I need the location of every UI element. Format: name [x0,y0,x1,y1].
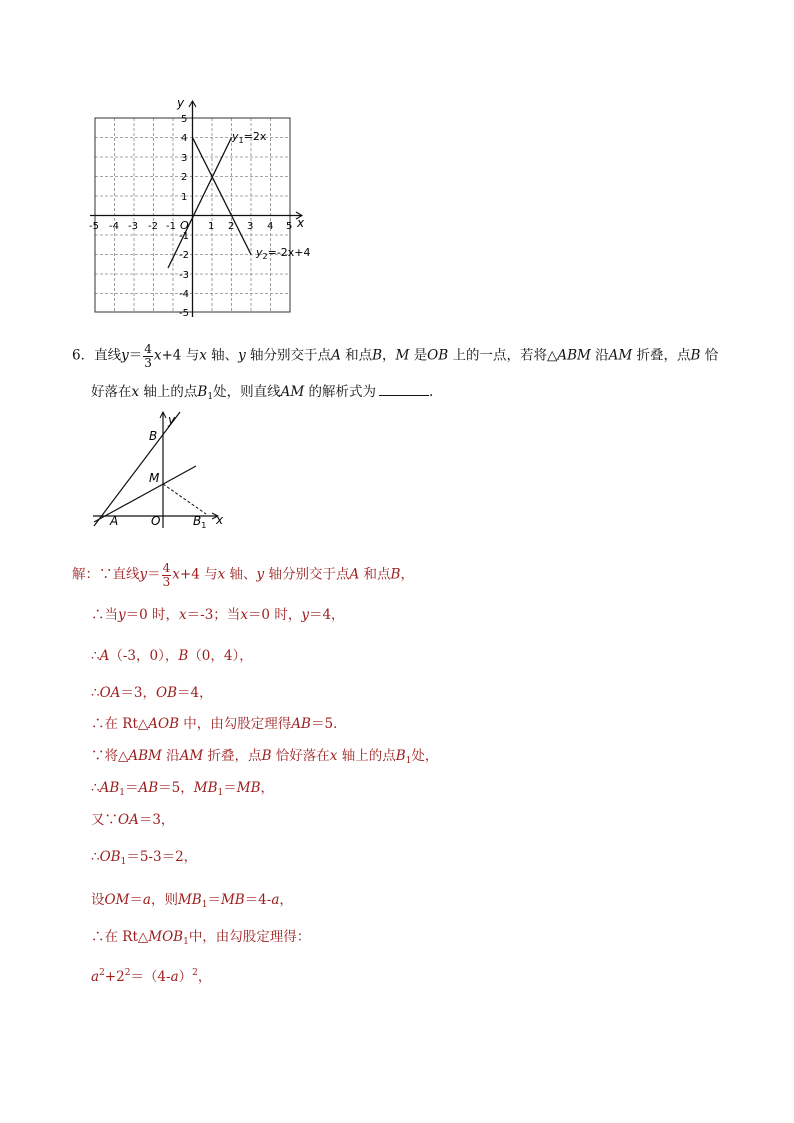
text: ∴ [91,780,100,796]
var: y [139,566,148,583]
x-tick: -2 [148,221,158,232]
text: +4 与 [179,566,218,583]
var: MB [193,780,218,796]
solution-line-6 [91,750,438,766]
text: ， [400,566,414,583]
subscript: 1 [120,857,127,867]
var: A [99,648,110,664]
text: ＝5， [158,780,194,796]
text: ∴ [91,648,100,664]
text: 设 [91,892,105,908]
text: ＝3， [120,685,157,701]
text: ＝-3；当 [186,607,241,623]
superscript: 2 [124,968,131,978]
text: △ [546,347,558,364]
text: +2 [104,969,125,985]
line-y2-label: $y_2=-2x+4$ [256,246,311,261]
text: ＝0 时， [247,607,302,623]
var: x [329,748,338,764]
var: B [395,748,406,764]
var: B [261,748,272,764]
text: 好落在 [91,384,132,400]
text: ， [382,347,396,364]
text: ＝ [223,780,237,796]
y-tick: 5 [181,114,188,125]
text: ） [178,969,193,985]
text: ＝4， [177,685,213,701]
text: ∴当 [91,607,118,623]
y-tick: -4 [179,289,189,300]
var: x [217,566,226,583]
var: a [170,969,179,985]
denominator: 3 [162,574,171,589]
subscript: 1 [183,937,189,947]
x-tick: 4 [267,221,274,232]
var: OB [156,685,178,701]
y-tick: 2 [181,172,188,183]
text: ＝0 时， [125,607,180,623]
text: ∵直线 [99,566,140,583]
var: M [395,347,410,364]
solution-line-4 [91,687,213,701]
text: ＝ [147,566,161,583]
text: ＝ [129,892,143,908]
var: x [199,347,207,364]
x-tick: -1 [166,221,176,232]
text: 恰好落在 [271,748,330,764]
text: 中，由勾股定理得 [179,716,292,732]
y-tick: -3 [179,270,189,281]
text: 和点 [340,347,373,364]
problem-line-1 [72,343,718,369]
x-tick: 1 [208,221,215,232]
var: MOB [148,929,184,945]
var: MB [177,892,202,908]
x-tick: 3 [247,221,254,232]
text: ＝ [128,347,143,364]
var: AB [99,780,120,796]
text: 沿 [161,748,180,764]
var: y [121,347,129,364]
origin-label: O [180,219,189,232]
text: （-3，0）， [109,648,179,664]
x-tick: -4 [109,221,119,232]
fraction [162,562,172,588]
subscript: 1 [201,900,208,910]
text: 上的一点，若将 [448,347,547,364]
text: 是 [409,347,428,364]
x-tick: -3 [128,221,138,232]
subscript: 1 [207,392,214,402]
solution-line-12 [91,969,211,985]
y-axis-label: y [177,96,185,110]
var: x [179,607,187,623]
text: ∴ [91,685,100,701]
subscript: 1 [217,788,224,798]
text: 轴、 [225,566,257,583]
text: ∴在 Rt△ [91,929,149,945]
var: x [153,347,162,364]
solution-line-8 [91,814,174,828]
var: AM [608,347,633,364]
superscript: 2 [192,968,198,978]
var: y [301,607,309,623]
text: ∴在 Rt△ [91,716,149,732]
text: 轴上的点 [337,748,396,764]
y-tick: 4 [181,133,188,144]
text: ＝ [125,780,139,796]
var: ABM [128,748,162,764]
label-O: O [151,514,161,528]
var: AOB [148,716,180,732]
text: 处，则直线 [213,384,281,400]
text: +4 与 [161,347,200,364]
y-tick: -1 [179,231,189,242]
text: 和点 [359,566,391,583]
dashed-MB1 [163,484,206,514]
superscript: 2 [99,968,105,978]
solution-line-10 [91,894,293,910]
text: 轴、 [206,347,239,364]
text: 中，由勾股定理得： [188,929,311,945]
fraction [143,343,153,369]
text: 恰 [700,347,719,364]
var: B [372,347,383,364]
label-y: y [168,413,176,427]
numerator: 4 [162,561,171,575]
var: ABM [557,347,591,364]
var: B [197,384,208,400]
var: OB [99,849,121,865]
solution-line-2 [91,609,345,623]
var: y [118,607,126,623]
x-tick: 5 [286,221,293,232]
var: MB [236,780,261,796]
var: B [178,648,189,664]
var: AB [291,716,311,732]
solution-line-9 [91,851,197,867]
text: ＝5． [310,716,347,732]
text: ∵将△ [91,748,129,764]
var: x [131,384,140,400]
text: 又∵ [91,812,118,828]
var: B [690,347,701,364]
var: x [240,607,248,623]
var: AB [138,780,159,796]
text: 轴上的点 [139,384,198,400]
var: x [172,566,180,583]
text: 直线 [94,347,122,364]
solution-line-11 [91,931,310,947]
text: 解： [72,566,99,583]
text: . [428,384,434,400]
text: ＝3， [138,812,175,828]
solution-line-1 [72,562,414,588]
var: OA [118,812,139,828]
numerator: 4 [144,342,152,356]
line-y1-label: $y_1=2x$ [232,130,267,145]
solution-line-5 [91,718,347,732]
text: 轴分别交于点 [264,566,350,583]
solution-line-7 [91,782,274,798]
var: y [256,566,265,583]
denominator: 3 [144,355,152,370]
subscript: 1 [405,756,412,766]
coordinate-graph [80,95,340,320]
text: ， [260,780,274,796]
text: ＝4， [308,607,345,623]
var: A [331,347,341,364]
x-tick: 2 [228,221,235,232]
var: OM [104,892,130,908]
var: B [390,566,401,583]
text: ＝4- [244,892,272,908]
label-A: A [110,514,119,528]
label-B: B [149,429,158,443]
line-AB [94,412,180,526]
subscript: 1 [119,788,125,798]
x-axis-label: x [297,216,305,230]
x-tick: -5 [89,221,99,232]
text: （0，4）， [188,648,253,664]
text: 沿 [590,347,609,364]
text: 的解析式为 [304,384,376,400]
text: ＝（4- [130,969,171,985]
var: a [271,892,280,908]
problem-line-2 [91,383,433,402]
var: a [142,892,151,908]
var: a [91,969,100,985]
var: AM [280,384,305,400]
var: A [349,566,360,583]
var: OA [99,685,121,701]
solution-line-3 [91,650,253,664]
text: ， [197,969,212,985]
text: 处， [411,748,439,764]
text: ＝5-3＝2， [126,849,198,865]
var: y [238,347,246,364]
text: 折叠，点 [632,347,691,364]
text: ＝ [207,892,221,908]
var: MB [220,892,245,908]
label-x: x [216,513,224,527]
label-M: M [149,471,160,485]
label-B1: $B_1$ [193,514,207,530]
y-tick: 1 [181,192,188,203]
y-tick: -5 [179,308,189,319]
answer-blank [379,383,429,396]
text: 折叠，点 [203,748,262,764]
text: ，则 [150,892,178,908]
var: OB [427,347,449,364]
y-tick: -2 [179,250,189,261]
problem-number: 6． [72,347,95,364]
fold-figure [88,408,238,533]
var: AM [179,748,204,764]
text: 轴分别交于点 [245,347,332,364]
text: ， [279,892,293,908]
y-tick-labels [179,114,189,319]
y-tick: 3 [181,153,188,164]
text: ∴ [91,849,100,865]
